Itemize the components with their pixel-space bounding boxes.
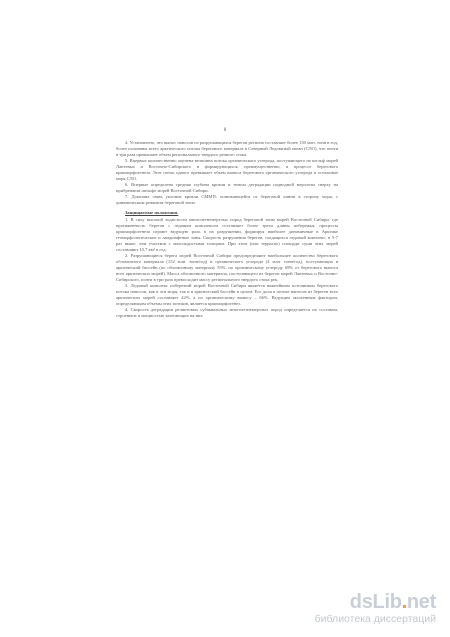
- paragraph: 6. Впервые определена средняя глубина кровли и темпы деградации подводной мерзлоты сверху на прибрежном шельфе морей Восточной Сибири.: [116, 182, 338, 193]
- paragraph: 1. В силу высокой льдистости многолетнемерзлых пород береговой зоны морей Восточной Сибири, где протяженность берегов с ледовым комплексом составляет более трети длины побережья, процессы криоморфогенеза играют ведущую роль в их разрушении, формируя наиболее динамичные в Арктике геоморфологические и ландшафтные зоны. Скорость разрушения берегов, сходящихся ледовый комплекс, в 5-7 раз выше, чем участков с малольдистыми толщами. При этом (или террасах) площади суши этих морей составляют 10,7 км² в год.: [116, 217, 338, 252]
- logo-dot: .: [401, 591, 407, 613]
- logo-net: net: [406, 591, 436, 613]
- logo-ds: ds: [349, 591, 373, 613]
- page-number: 8: [223, 128, 227, 133]
- paragraph: 7. Доказана связь уклонов кровли СММП, понижающейся от береговой линии в сторону моря, с динамическим режимом береговой зоны.: [116, 194, 338, 205]
- paragraph: 4. Скорость деградации реликтовых субаквальных многолетнемерзлых пород определяется их составом, строением и мощностью залегающих на них: [116, 307, 338, 318]
- document-body: [116, 140, 338, 319]
- paragraph: 4. Установлено, что вынос наносов из разрушающихся берегов региона составляет более 130 млн. тонн в год, более половины всего арктического потока берегового материала в Северный Ледовитый океан (СЛО), что почти в три раза превышает объем регионального твердого речного стока.: [116, 140, 338, 157]
- dslib-logo: [276, 592, 436, 612]
- watermark: [276, 592, 436, 625]
- logo-lib: Lib: [372, 591, 402, 613]
- section-title: Защищаемые положения.: [125, 210, 179, 215]
- watermark-subtitle: библиотека диссертаций: [314, 613, 436, 625]
- paragraph: 2. Разрушающиеся берега морей Восточной Сибири предопределяют наибольшее количество берегового обломочного материала (152 млн. тонн/год) и органического углерода (4 млн. тонн/год), поступающих в арктический бассейн (по обломочному материалу 55%, по органическому углероду 69% от берегового выноса всех арктических морей). Масса обломочного материала, поступающего из берегов морей Лаптевых и Восточно-Сибирского, почти в три раза превосходит массу регионального твердого стока рек.: [116, 253, 338, 282]
- paragraph: 3. Ледовый комплекс побережий морей Восточной Сибири является важнейшим источником берегового потока наносов, как в эти моря, так и в арктический бассейн в целом. Его доля в потоке наносов из берегов всех арктических морей составляет 42%, а по органическому выносу – 66%. Ведущим экзогенным фактором, определяющим объемы этих потоков, является криоморфогенез.: [116, 283, 338, 306]
- paragraph: 5. Впервые количественно оценена величина потока органического углерода, поступающего на шельф морей Лаптевых и Восточно-Сибирского в формирующихся, преимущественно, в процессе берегового криоморфогенеза. Этот поток одного превышает объем выноса берегового органического углерода в остальные моря СЛО.: [116, 158, 338, 181]
